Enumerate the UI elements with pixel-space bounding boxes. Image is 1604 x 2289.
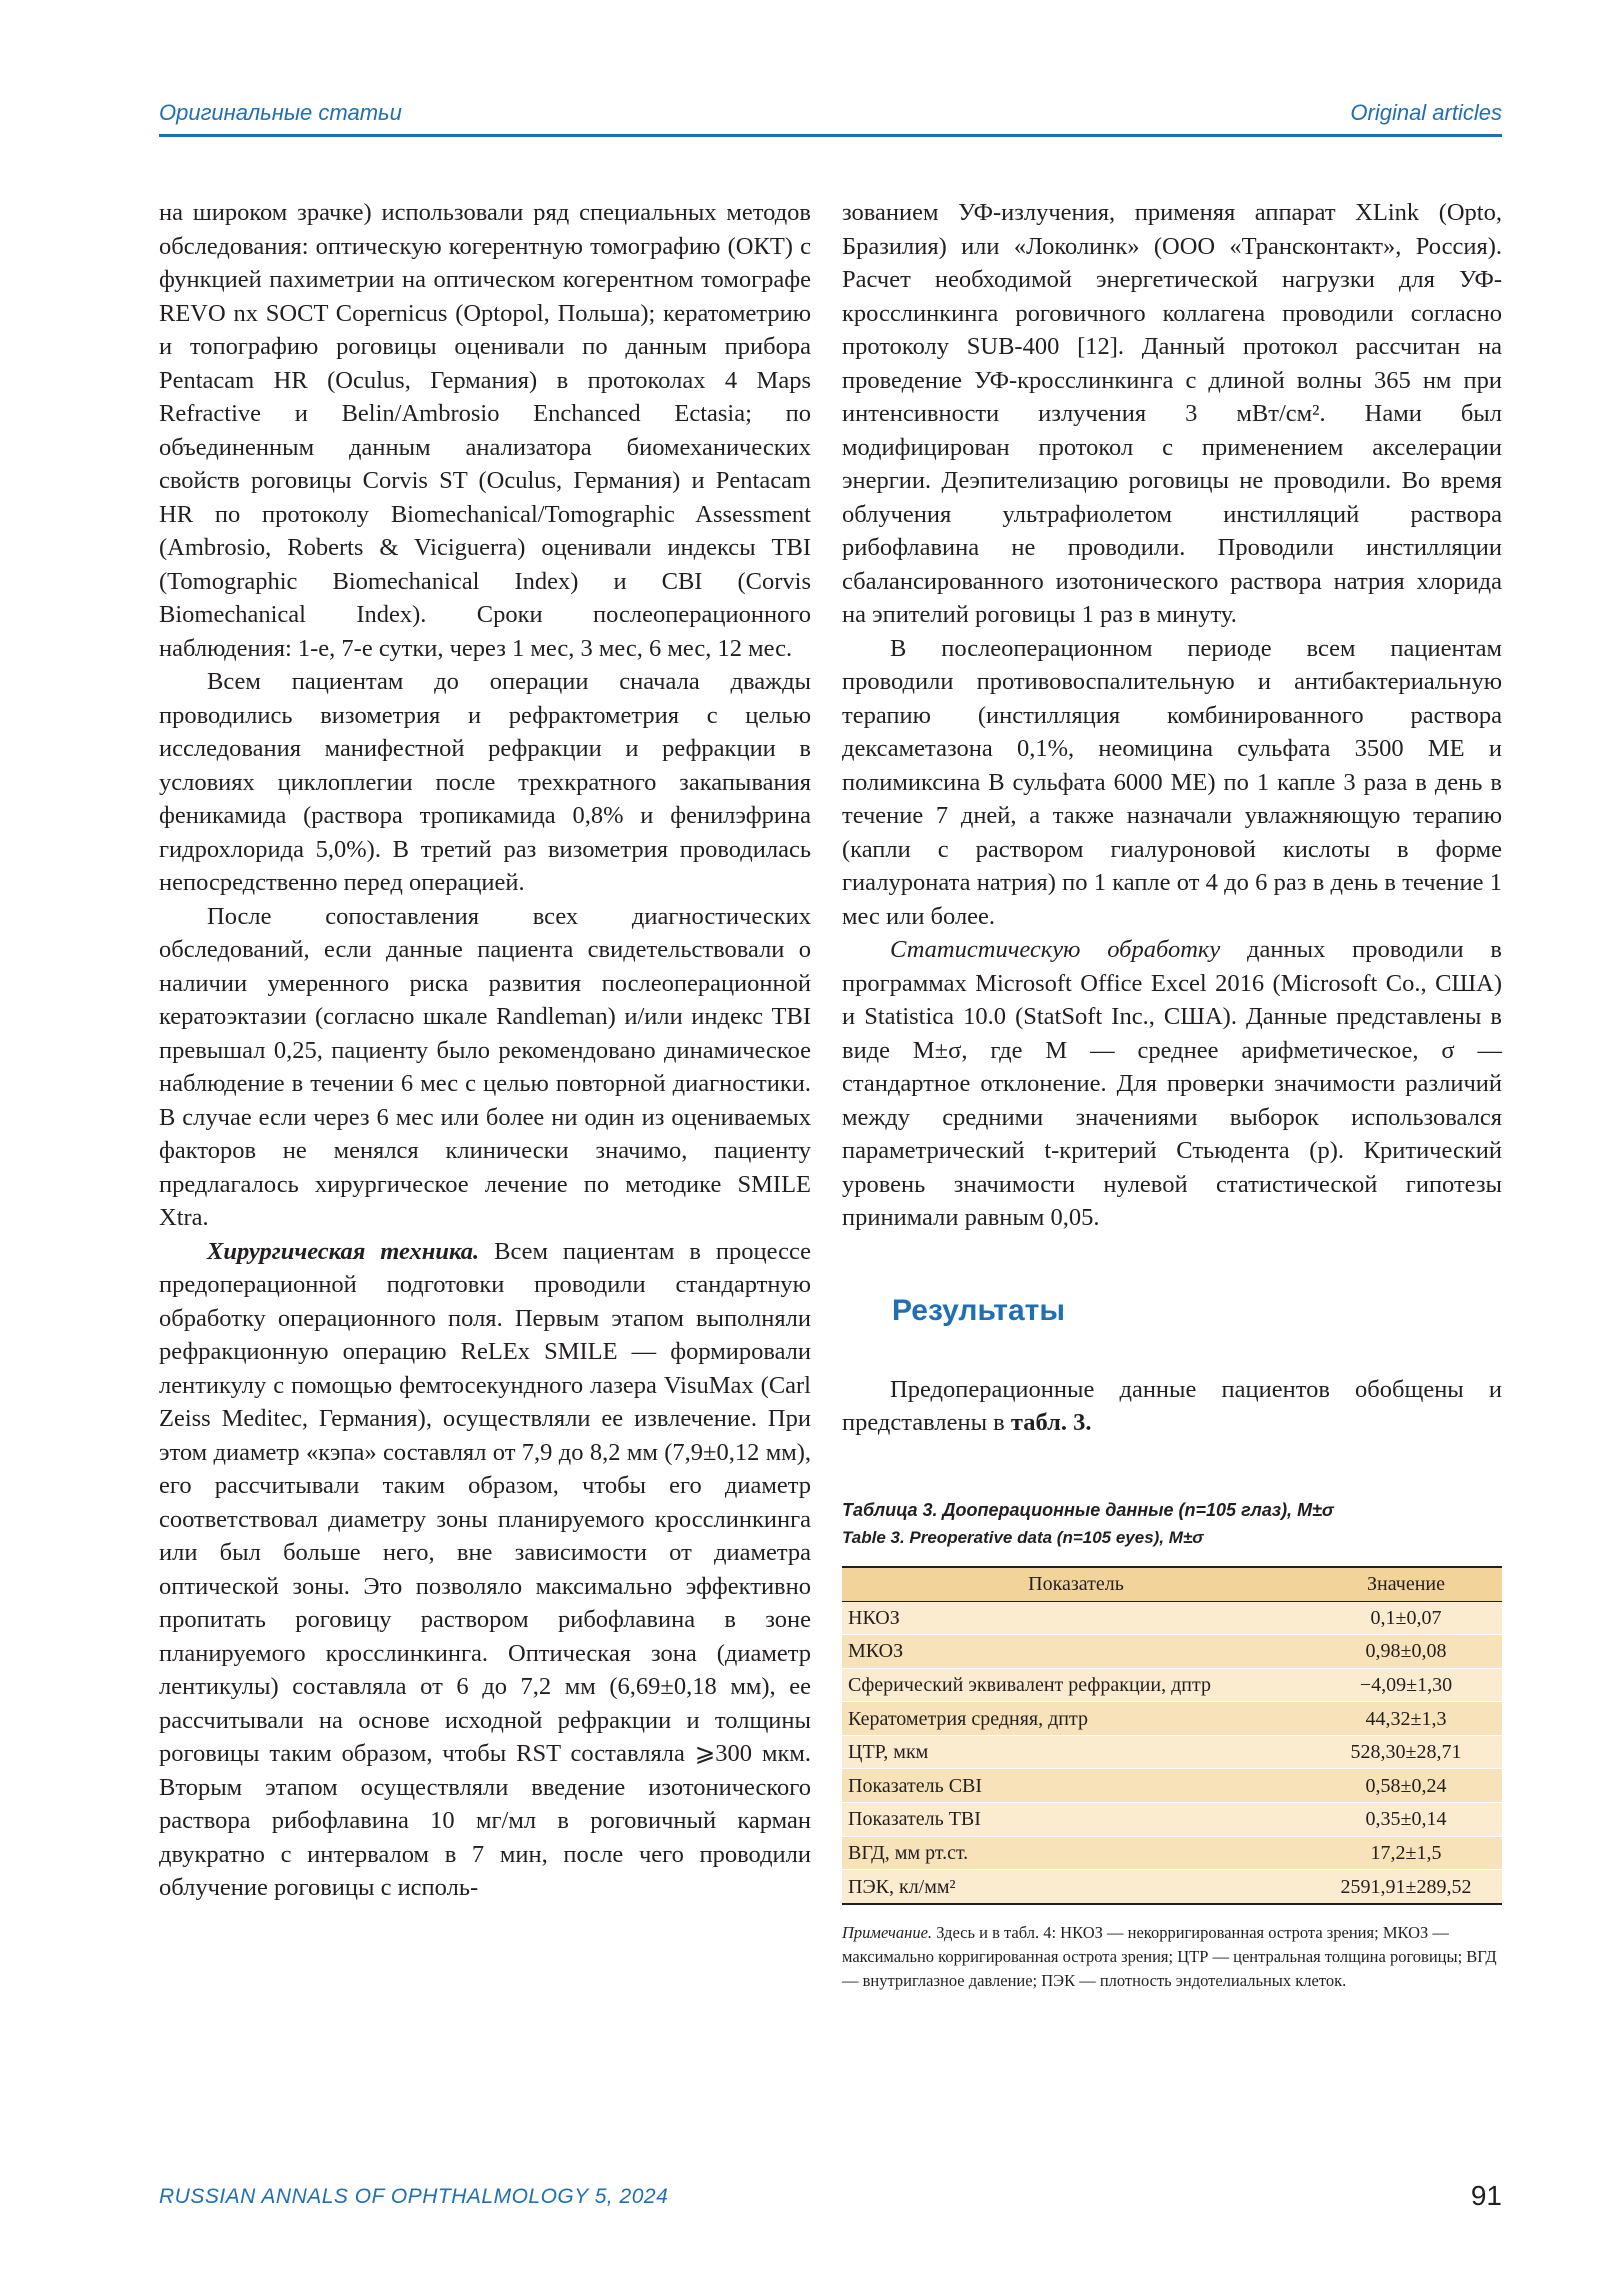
table-row bbox=[842, 1836, 1502, 1870]
table-cell-label: Показатель CBI bbox=[842, 1769, 1310, 1803]
table-row bbox=[842, 1601, 1502, 1635]
right-column bbox=[842, 196, 1502, 1993]
paragraph: В послеоперационном периоде всем пациентам проводили противовоспалительную и антибактериальную терапию (инстилляция комбинированного раствора дексаметазона 0,1%, неомицина сульфата 3500 МЕ и полимиксина B сульфата 6000 МЕ) по 1 капле 3 раза в день в течение 7 дней, а также назначали увлажняющую терапию (капли с раствором гиалуроновой кислоты в форме гиалуроната натрия) по 1 капле от 4 до 6 раз в день в течение 1 мес или более. bbox=[842, 634, 1502, 930]
table-header-cell: Значение bbox=[1310, 1567, 1502, 1602]
paragraph-lead: Статистическую обработку bbox=[890, 936, 1221, 963]
table-cell-label: Показатель TBI bbox=[842, 1803, 1310, 1837]
journal-footer: RUSSIAN ANNALS OF OPHTHALMOLOGY 5, 2024 bbox=[159, 2185, 669, 2208]
paragraph bbox=[159, 1235, 811, 1905]
paragraph bbox=[842, 933, 1502, 1235]
left-column bbox=[159, 196, 811, 1905]
paragraph-text: Всем пациентам в процессе предоперационной подготовки проводили стандартную обработку операционного поля. Первым этапом выполняли рефракционную операцию ReLEx SMILE — формировали лентикулу с помощью фемтосекундного лазера VisuMax (Carl Zeiss Meditec, Германия), осуществляли ее извлечение. При этом диаметр «кэпа» составлял от 7,9 до 8,2 мм (7,9±0,12 мм), его рассчитывали таким образом, чтобы его диаметр соответствовал диаметру зоны планируемого кросслинкинга или был больше него, вне зависимости от диаметра оптической зоны. Это позволяло максимально эффективно пропитать роговицу раствором рибофлавина в зоне планируемого кросслинкинга. Оптическая зона (диаметр лентикулы) составляла от 6 до 7,2 мм (6,69±0,18 мм), ее рассчитывали на основе исходной рефракции и толщины роговицы таким образом, чтобы RST составляла ⩾300 мкм. Вторым этапом осуществляли введение изотонического раствора рибофлавина 10 мг/мл в роговичный карман двукратно с интервалом в 7 мин, после чего проводили облучение роговицы с исполь- bbox=[159, 1237, 811, 1901]
table-row bbox=[842, 1870, 1502, 1904]
table-cell-value: 0,35±0,14 bbox=[1310, 1803, 1502, 1837]
table-cell-value: 17,2±1,5 bbox=[1310, 1836, 1502, 1870]
table-cell-value: 0,1±0,07 bbox=[1310, 1601, 1502, 1635]
table-cell-label: МКОЗ bbox=[842, 1635, 1310, 1669]
table-cell-label: ВГД, мм рт.ст. bbox=[842, 1836, 1310, 1870]
paragraph: зованием УФ-излучения, применяя аппарат XLink (Opto, Бразилия) или «Локолинк» (ООО «Трансконтакт», Россия). Расчет необходимой энергетической нагрузки для УФ-кросслинкинга роговичного коллагена проводили согласно протоколу SUB-400 [12]. Данный протокол рассчитан на проведение УФ-кросслинкинга с длиной волны 365 нм при интенсивности излучения 3 мВт/см². Нами был модифицирован протокол с применением акселерации энергии. Деэпителизацию роговицы не проводили. Во время облучения ультрафиолетом инстилляций раствора рибофлавина не проводили. Проводили инстилляции сбалансированного изотонического раствора натрия хлорида на эпителий роговицы 1 раз в минуту. bbox=[842, 199, 1502, 628]
table-cell-value: 2591,91±289,52 bbox=[1310, 1870, 1502, 1904]
paragraph-text: Предоперационные данные пациентов обобщены и представлены в bbox=[842, 1375, 1502, 1436]
table-cell-label: Сферический эквивалент рефракции, дптр bbox=[842, 1668, 1310, 1702]
table-cell-value: −4,09±1,30 bbox=[1310, 1668, 1502, 1702]
page-number: 91 bbox=[1470, 2180, 1502, 2211]
table-cell-value: 0,98±0,08 bbox=[1310, 1635, 1502, 1669]
running-header-right: Original articles bbox=[1350, 100, 1502, 125]
table-cell-label: ПЭК, кл/мм² bbox=[842, 1870, 1310, 1904]
table-caption-ru: Таблица 3. Дооперационные данные (n=105 глаз), M±σ bbox=[842, 1499, 1334, 1520]
table-caption bbox=[842, 1496, 1502, 1552]
table-cell-label: НКОЗ bbox=[842, 1601, 1310, 1635]
table-note-text: Здесь и в табл. 4: НКОЗ — некорригированная острота зрения; МКОЗ — максимально корригированная острота зрения; ЦТР — центральная толщина роговицы; ВГД — внутриглазное давление; ПЭК — плотность эндотелиальных клеток. bbox=[842, 1922, 1497, 1990]
paragraph-lead: Хирургическая техника. bbox=[207, 1237, 480, 1265]
table-row bbox=[842, 1803, 1502, 1837]
table-row bbox=[842, 1735, 1502, 1769]
table-cell-label: ЦТР, мкм bbox=[842, 1735, 1310, 1769]
table-cell-value: 528,30±28,71 bbox=[1310, 1735, 1502, 1769]
table-cell-value: 44,32±1,3 bbox=[1310, 1702, 1502, 1736]
table-row bbox=[842, 1668, 1502, 1702]
table-header-cell: Показатель bbox=[842, 1567, 1310, 1602]
table-row bbox=[842, 1769, 1502, 1803]
paragraph: Всем пациентам до операции сначала дважды проводились визометрия и рефрактометрия с целью исследования манифестной рефракции и рефракции в условиях циклоплегии после трехкратного закапывания феникамида (раствора тропикамида 0,8% и фенилэфрина гидрохлорида 5,0%). В третий раз визометрия проводилась непосредственно перед операцией. bbox=[159, 668, 811, 896]
header-rule bbox=[159, 134, 1502, 137]
section-title: Результаты bbox=[892, 1293, 1065, 1327]
table-caption-en: Table 3. Preoperative data (n=105 eyes), M±σ bbox=[842, 1527, 1204, 1547]
running-header-left: Оригинальные статьи bbox=[159, 100, 402, 125]
table-cell-value: 0,58±0,24 bbox=[1310, 1769, 1502, 1803]
paragraph-text: данных проводили в программах Microsoft Office Excel 2016 (Microsoft Co., США) и Statistica 10.0 (StatSoft Inc., США). Данные представлены в виде M±σ, где M — среднее арифметическое, σ — стандартное отклонение. Для проверки значимости различий между средними значениями выборок использовался параметрический t-критерий Стьюдента (p). Критический уровень значимости нулевой статистической гипотезы принимали равным 0,05. bbox=[842, 936, 1502, 1231]
table-cell-label: Кератометрия средняя, дптр bbox=[842, 1702, 1310, 1736]
table-note-label: Примечание. bbox=[842, 1922, 933, 1942]
table-note bbox=[842, 1921, 1502, 1993]
table-row bbox=[842, 1635, 1502, 1669]
paragraph: После сопоставления всех диагностических обследований, если данные пациента свидетельствовали о наличии умеренного риска развития послеоперационной кератоэктазии (согласно шкале Randleman) и/или индекс TBI превышал 0,25, пациенту было рекомендовано динамическое наблюдение в течении 6 мес с целью повторной диагностики. В случае если через 6 мес или более ни один из оцениваемых факторов не менялся клинически значимо, пациенту предлагалось хирургическое лечение по методике SMILE Xtra. bbox=[159, 902, 811, 1231]
table-row bbox=[842, 1702, 1502, 1736]
paragraph bbox=[842, 1373, 1502, 1440]
preoperative-data-table bbox=[842, 1566, 1502, 1905]
table-reference: табл. 3. bbox=[1010, 1409, 1092, 1436]
paragraph: на широком зрачке) использовали ряд специальных методов обследования: оптическую когерентную томографию (ОКТ) с функцией пахиметрии на оптическом когерентном томографе REVO nx SOCT Copernicus (Optopol, Польша); кератометрию и топографию роговицы оценивали по данным прибора Pentacam HR (Oculus, Германия) в протоколах 4 Maps Refractive и Belin/Ambrosio Enchanced Ectasia; по объединенным данным анализатора биомеханических свойств роговицы Corvis ST (Oculus, Германия) и Pentacam HR по протоколу Biomechanical/Tomographic Assessment (Ambrosio, Roberts & Viciguerra) оценивали индексы TBI (Tomographic Biomechanical Index) и CBI (Corvis Biomechanical Index). Сроки послеоперационного наблюдения: 1-е, 7-е сутки, через 1 мес, 3 мес, 6 мес, 12 мес. bbox=[159, 199, 811, 662]
table-header-row bbox=[842, 1567, 1502, 1602]
